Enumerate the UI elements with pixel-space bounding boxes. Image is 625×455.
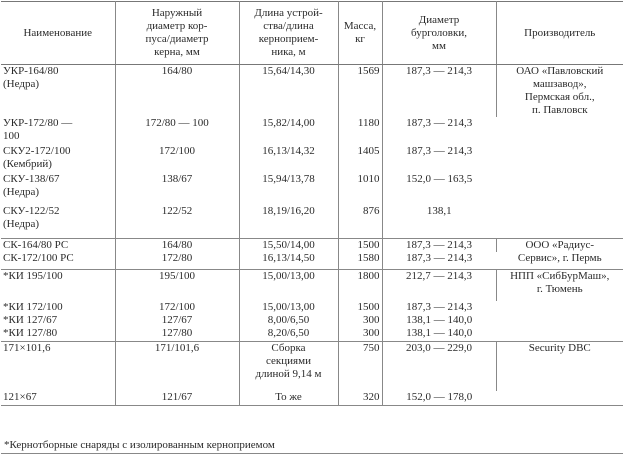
cell-length: 8,00/6,50 bbox=[239, 314, 338, 327]
cell-name: СКУ-122/52 (Недра) bbox=[1, 205, 115, 239]
cell-drill-diameter: 187,3 — 214,3 bbox=[406, 116, 473, 129]
cell-mass: 300 bbox=[338, 314, 382, 327]
cell-drill-diameter: 138,1 — 140,0 bbox=[406, 314, 473, 326]
cell-length: 15,94/13,78 bbox=[239, 173, 338, 205]
cell-manufacturer: ООО «Радиус- Сервис», г. Пермь bbox=[496, 239, 623, 270]
cell-diameter: 195/100 bbox=[115, 269, 239, 301]
cell-drill-diameter: 187,3 — 214,3 bbox=[382, 252, 496, 269]
cell-length: 15,00/13,00 bbox=[239, 301, 338, 314]
cell-length: 15,64/14,30 bbox=[239, 65, 338, 117]
cell-mass: 1500 bbox=[338, 239, 382, 253]
table-row bbox=[1, 239, 623, 253]
cell-drill-diameter: 187,3 — 214,3 bbox=[382, 65, 496, 117]
cell-name: СК-172/100 РС bbox=[1, 252, 115, 269]
header-mass: Масса, кг bbox=[338, 2, 382, 65]
footnote: *Кернотборные снаряды с изолированным керноприемом bbox=[4, 439, 275, 451]
cell-drill-diameter: 203,0 — 229,0 bbox=[382, 341, 496, 391]
cell-diameter: 172/100 bbox=[115, 301, 239, 314]
cell-diameter: 122/52 bbox=[115, 205, 239, 239]
header-manufacturer: Производитель bbox=[496, 2, 623, 65]
cell-manufacturer: ОАО «Павловский машзавод», Пермская обл., п. Павловск bbox=[496, 65, 623, 239]
cell-name: УКР-164/80 (Недра) bbox=[1, 65, 115, 117]
header-name: Наименование bbox=[1, 2, 115, 65]
cell-drill-diameter: 187,3 — 214,3 bbox=[406, 144, 473, 157]
header-length: Длина устрой- ства/длина керноприем- ника, м bbox=[239, 2, 338, 65]
cell-mass: 876 bbox=[338, 205, 382, 239]
cell-name: СК-164/80 РС bbox=[1, 239, 115, 253]
cell-diameter: 172/100 bbox=[115, 145, 239, 173]
cell-mass: 1800 bbox=[338, 269, 382, 301]
cell-length: 15,50/14,00 bbox=[239, 239, 338, 253]
cell-mass: 1180 bbox=[338, 117, 382, 145]
cell-length: 15,00/13,00 bbox=[239, 269, 338, 301]
cell-mass: 1569 bbox=[338, 65, 382, 117]
cell-diameter: 172/80 bbox=[115, 252, 239, 269]
cell-drill-diameter: 138,1 bbox=[382, 205, 496, 239]
cell-diameter: 121/67 bbox=[115, 391, 239, 405]
cell-length: Сборка секциями длиной 9,14 м bbox=[239, 341, 338, 391]
cell-diameter: 164/80 bbox=[115, 65, 239, 117]
table-header-row bbox=[1, 2, 623, 65]
header-diameter: Наружный диаметр кор- пуса/диаметр керна, мм bbox=[115, 2, 239, 65]
cell-name: СКУ-138/67 (Недра) bbox=[1, 173, 115, 205]
cell-diameter: 171/101,6 bbox=[115, 341, 239, 391]
cell-name: *КИ 172/100 bbox=[1, 301, 115, 314]
cell-drill-diameter: 138,1 — 140,0 bbox=[382, 327, 496, 341]
cell-mass: 1500 bbox=[338, 301, 382, 314]
cell-mass: 1405 bbox=[338, 145, 382, 173]
table-row bbox=[1, 269, 623, 301]
cell-diameter: 127/80 bbox=[115, 327, 239, 341]
cell-drill-diameter: 212,7 — 214,3 bbox=[382, 269, 496, 301]
cell-manufacturer: Security DBC bbox=[496, 341, 623, 405]
cell-name: УКР-172/80 — 100 bbox=[1, 117, 115, 145]
cell-name: 121×67 bbox=[1, 391, 115, 405]
core-barrel-table bbox=[1, 1, 623, 406]
cell-diameter: 172/80 — 100 bbox=[115, 117, 239, 145]
cell-length: 18,19/16,20 bbox=[239, 205, 338, 239]
cell-manufacturer: НПП «СибБурМаш», г. Тюмень bbox=[496, 269, 623, 341]
cell-diameter: 164/80 bbox=[115, 239, 239, 253]
table-body bbox=[1, 65, 623, 406]
cell-diameter: 138/67 bbox=[115, 173, 239, 205]
table-row bbox=[1, 65, 623, 117]
cell-length: 16,13/14,32 bbox=[239, 145, 338, 173]
bottom-rule bbox=[1, 453, 623, 454]
cell-mass: 1580 bbox=[338, 252, 382, 269]
cell-name: 171×101,6 bbox=[1, 341, 115, 391]
cell-mass: 320 bbox=[338, 391, 382, 405]
cell-mass: 750 bbox=[338, 341, 382, 391]
cell-drill-diameter: 152,0 — 163,5 bbox=[406, 172, 473, 185]
cell-mass: 300 bbox=[338, 327, 382, 341]
cell-drill-diameter: 187,3 — 214,3 bbox=[382, 239, 496, 253]
cell-mass: 1010 bbox=[338, 173, 382, 205]
cell-name: СКУ2-172/100 (Кембрий) bbox=[1, 145, 115, 173]
header-drill-diameter: Диаметр бурголовки, мм bbox=[382, 2, 496, 65]
table-row bbox=[1, 341, 623, 391]
cell-length: То же bbox=[239, 391, 338, 405]
cell-diameter: 127/67 bbox=[115, 314, 239, 327]
cell-length: 8,20/6,50 bbox=[239, 327, 338, 341]
cell-name: *КИ 127/80 bbox=[1, 327, 115, 341]
cell-length: 16,13/14,50 bbox=[239, 252, 338, 269]
cell-length: 15,82/14,00 bbox=[239, 117, 338, 145]
cell-drill-diameter: 152,0 — 178,0 bbox=[382, 391, 496, 405]
cell-name: *КИ 127/67 bbox=[1, 314, 115, 327]
cell-name: *КИ 195/100 bbox=[1, 269, 115, 301]
cell-drill-diameter: 187,3 — 214,3 bbox=[406, 301, 473, 313]
